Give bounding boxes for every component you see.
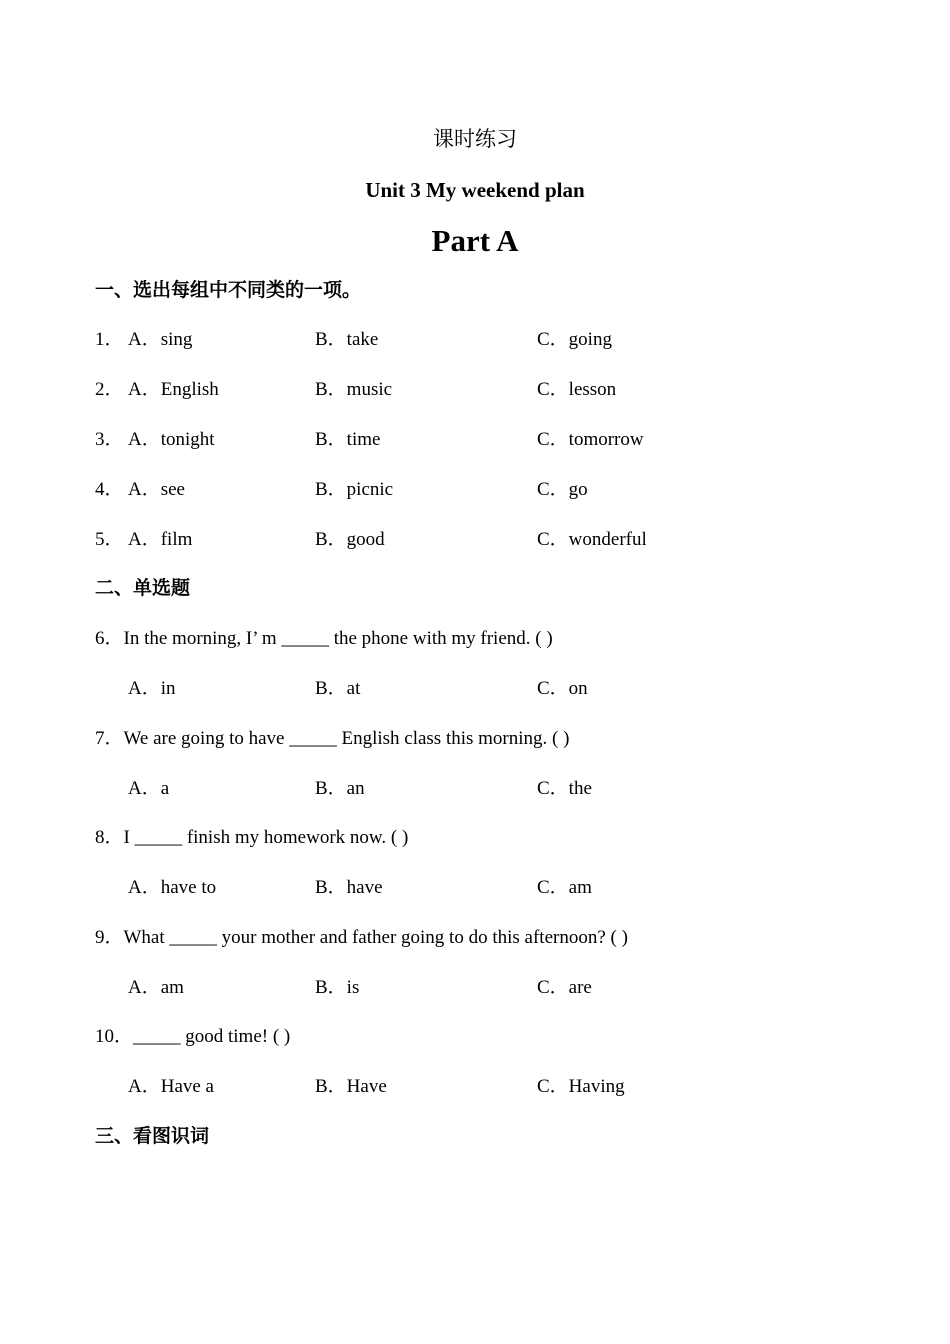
option-b: B．at bbox=[315, 678, 361, 699]
option-c: C．lesson bbox=[537, 379, 617, 400]
question-stem: 7．We are going to have _____ English class this morning. ( ) bbox=[95, 728, 570, 749]
option-b: B．have bbox=[315, 877, 383, 898]
option-c: C．are bbox=[537, 977, 592, 998]
option-b: B．Have bbox=[315, 1076, 387, 1097]
item-number: 4． bbox=[95, 479, 124, 500]
option-c: C．wonderful bbox=[537, 529, 647, 550]
option-c: C．go bbox=[537, 479, 588, 500]
question-stem: 8．I _____ finish my homework now. ( ) bbox=[95, 827, 409, 848]
section3-heading: 三、看图识词 bbox=[95, 1125, 210, 1147]
option-b: B．an bbox=[315, 778, 365, 799]
option-a: A．Have a bbox=[128, 1076, 214, 1097]
item-number: 1． bbox=[95, 329, 124, 350]
option-b: B．time bbox=[315, 429, 381, 450]
option-c: C．am bbox=[537, 877, 592, 898]
section1-heading: 一、选出每组中不同类的一项。 bbox=[95, 279, 362, 301]
part-title: Part A bbox=[431, 223, 519, 258]
option-b: B．is bbox=[315, 977, 360, 998]
option-c: C．Having bbox=[537, 1076, 625, 1097]
option-c: C．the bbox=[537, 778, 592, 799]
option-a: A．sing bbox=[128, 329, 193, 350]
option-b: B．picnic bbox=[315, 479, 394, 500]
option-a: A．film bbox=[128, 529, 193, 550]
option-b: B．music bbox=[315, 379, 393, 400]
item-number: 2． bbox=[95, 379, 124, 400]
option-a: A．have to bbox=[128, 877, 217, 898]
option-a: A．am bbox=[128, 977, 184, 998]
question-stem: 9．What _____ your mother and father going to do this afternoon? ( ) bbox=[95, 927, 628, 948]
option-a: A．a bbox=[128, 778, 170, 799]
option-a: A．in bbox=[128, 678, 176, 699]
option-a: A．English bbox=[128, 379, 219, 400]
item-number: 5． bbox=[95, 529, 124, 550]
option-a: A．see bbox=[128, 479, 185, 500]
option-c: C．going bbox=[537, 329, 612, 350]
worksheet-supertitle: 课时练习 bbox=[433, 127, 517, 151]
option-c: C．on bbox=[537, 678, 588, 699]
question-stem: 6．In the morning, I’ m _____ the phone with my friend. ( ) bbox=[95, 628, 553, 649]
option-b: B．good bbox=[315, 529, 385, 550]
option-c: C．tomorrow bbox=[537, 429, 644, 450]
item-number: 3． bbox=[95, 429, 124, 450]
section2-heading: 二、单选题 bbox=[95, 577, 191, 599]
question-stem: 10．_____ good time! ( ) bbox=[95, 1026, 291, 1047]
option-b: B．take bbox=[315, 329, 379, 350]
unit-title: Unit 3 My weekend plan bbox=[365, 178, 585, 202]
option-a: A．tonight bbox=[128, 429, 215, 450]
